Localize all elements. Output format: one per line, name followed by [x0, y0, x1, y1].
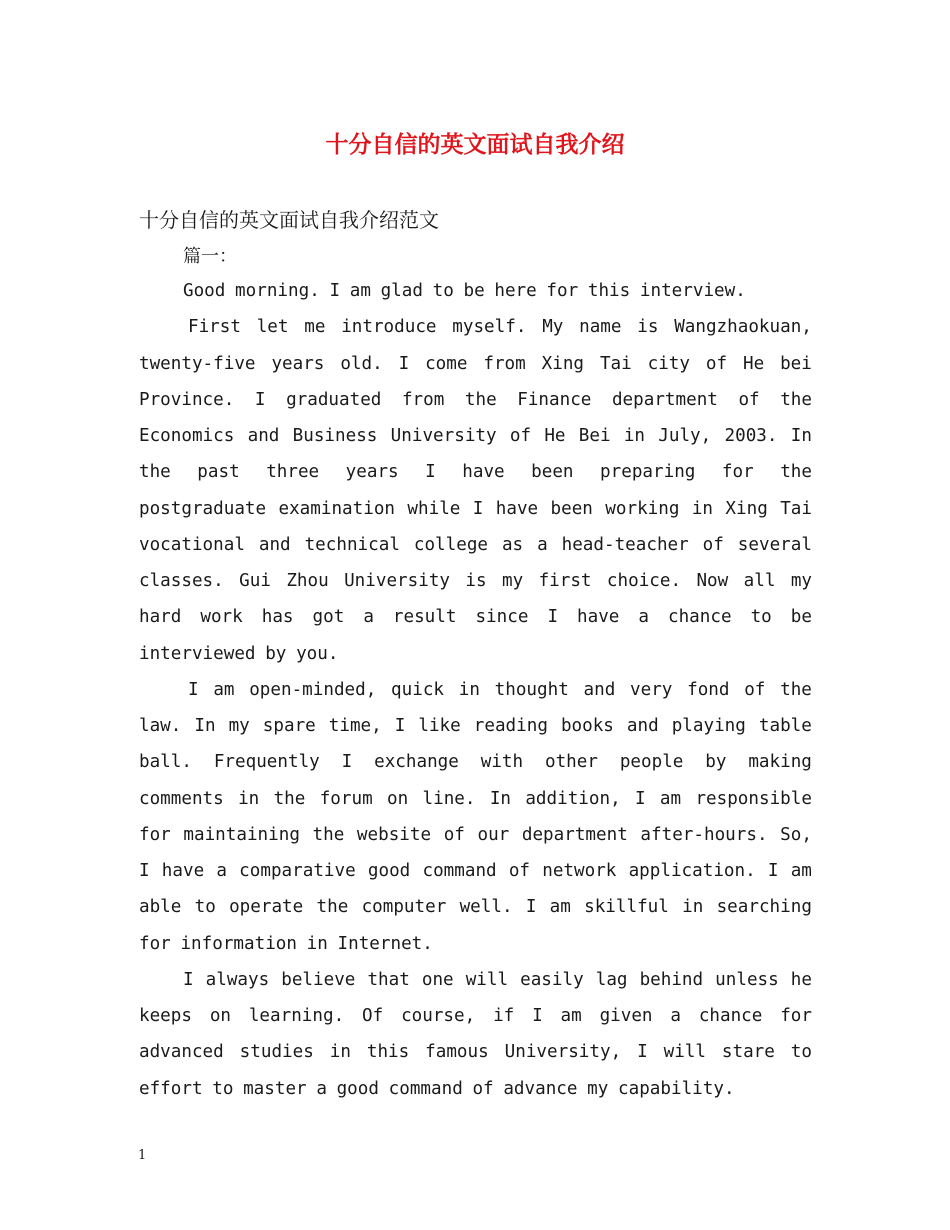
- word: computer: [361, 897, 447, 918]
- word: in: [691, 498, 714, 519]
- word: lag: [595, 969, 628, 990]
- word: myself.: [452, 317, 527, 338]
- word: My: [542, 317, 564, 338]
- word: I: [525, 897, 537, 918]
- word: three: [266, 462, 320, 483]
- word: as: [501, 534, 524, 555]
- word: since: [475, 607, 529, 628]
- word: of: [705, 353, 728, 374]
- word: to: [432, 281, 454, 301]
- word: Good: [183, 281, 226, 301]
- word: while: [407, 498, 461, 519]
- word: with: [480, 752, 524, 773]
- word: for: [546, 281, 579, 301]
- word: after-hours.: [640, 824, 768, 845]
- word: one: [421, 969, 454, 990]
- word: the: [316, 897, 349, 918]
- word: in: [458, 679, 480, 700]
- word: and: [258, 534, 291, 555]
- word: technical: [304, 534, 400, 555]
- word: famous: [425, 1042, 489, 1063]
- word: a: [363, 607, 374, 628]
- word: books: [560, 716, 614, 736]
- word: let: [256, 317, 289, 338]
- word: on: [387, 788, 409, 809]
- text-line: [139, 817, 812, 853]
- word: Finance: [517, 389, 592, 410]
- word: exchange: [374, 752, 459, 773]
- word: Tai: [780, 498, 812, 519]
- word: am: [213, 679, 235, 700]
- text-line: [139, 273, 812, 309]
- word: He: [743, 353, 765, 374]
- word: to: [750, 607, 772, 628]
- word: to: [790, 1042, 812, 1063]
- text-line: [139, 672, 812, 708]
- word: for: [139, 824, 171, 845]
- word: First: [188, 317, 241, 338]
- word: a: [216, 861, 227, 881]
- word: will: [465, 969, 509, 990]
- word: open-minded,: [249, 679, 377, 700]
- word: for: [721, 462, 754, 483]
- word: University,: [504, 1042, 622, 1063]
- word: choice.: [606, 571, 682, 591]
- word: to: [194, 897, 216, 918]
- word: of: [508, 861, 531, 881]
- text-line: [139, 889, 812, 925]
- word: maintaining: [183, 824, 300, 845]
- document-title: 十分自信的英文面试自我介绍: [325, 131, 625, 158]
- text-line: [139, 781, 812, 817]
- word: a: [670, 1006, 681, 1026]
- word: skillful: [584, 897, 669, 918]
- word: college: [413, 534, 489, 555]
- word: Xing: [725, 498, 768, 519]
- word: and: [247, 426, 280, 446]
- word: the: [139, 462, 171, 483]
- word: searching: [716, 897, 812, 918]
- word: reading: [473, 716, 548, 736]
- word: and: [583, 679, 616, 700]
- word: in: [238, 788, 260, 809]
- text-line: [139, 491, 812, 527]
- word: this: [366, 1042, 410, 1063]
- text-line: [139, 926, 812, 962]
- word: website: [356, 824, 432, 845]
- word: I: [532, 1006, 543, 1026]
- word: my: [587, 1078, 609, 1099]
- word: from: [401, 389, 445, 410]
- word: thought: [494, 679, 569, 700]
- word: advance: [503, 1078, 578, 1099]
- word: that: [367, 969, 410, 990]
- word: head-teacher: [561, 534, 689, 555]
- word: our: [477, 824, 510, 845]
- word: Wangzhaokuan,: [674, 317, 812, 338]
- word: He: [544, 426, 566, 446]
- word: of: [509, 426, 532, 446]
- word: have: [495, 498, 539, 519]
- word: I: [547, 607, 559, 628]
- word: quick: [391, 679, 445, 700]
- word: a: [638, 607, 649, 628]
- word: command: [422, 861, 497, 881]
- word: my: [790, 571, 812, 591]
- word: I: [398, 353, 410, 374]
- word: Bei: [578, 426, 611, 446]
- word: am: [549, 897, 571, 918]
- word: I: [183, 969, 194, 990]
- word: effort: [139, 1078, 203, 1099]
- text-line: [139, 382, 812, 418]
- word: July,: [658, 426, 712, 446]
- word: easily: [520, 969, 584, 990]
- word: twenty-five: [139, 353, 256, 374]
- section-label: 篇一：: [183, 246, 237, 267]
- word: be: [790, 607, 812, 628]
- text-line: [139, 454, 812, 490]
- word: in: [682, 897, 704, 918]
- word: Internet.: [337, 933, 433, 954]
- word: like: [418, 716, 461, 736]
- text-line: [139, 1071, 812, 1107]
- word: stare: [721, 1042, 775, 1063]
- word: well.: [459, 897, 513, 918]
- word: the: [780, 679, 812, 700]
- word: all: [743, 571, 776, 591]
- word: the: [273, 788, 306, 809]
- word: bei: [780, 353, 812, 374]
- word: I: [425, 462, 436, 483]
- word: been: [531, 462, 574, 483]
- word: studies: [239, 1042, 314, 1063]
- word: if: [493, 1006, 515, 1026]
- word: fond: [687, 679, 730, 700]
- text-line: [139, 527, 812, 563]
- word: Business: [292, 426, 378, 446]
- word: In: [194, 716, 216, 736]
- word: morning.: [235, 281, 320, 301]
- word: me: [304, 317, 326, 338]
- word: will: [663, 1042, 706, 1063]
- word: application.: [628, 861, 756, 881]
- word: a: [316, 1078, 327, 1099]
- word: table: [758, 716, 812, 736]
- word: keeps: [139, 1006, 192, 1026]
- word: by: [265, 643, 287, 664]
- word: from: [483, 353, 526, 374]
- word: he: [790, 969, 812, 990]
- word: graduated: [286, 389, 382, 410]
- word: forum: [319, 788, 373, 809]
- word: hard: [139, 607, 182, 628]
- word: I: [341, 752, 353, 773]
- word: comparative: [239, 861, 356, 881]
- word: in: [329, 1042, 351, 1063]
- word: am: [349, 281, 371, 301]
- word: preparing: [600, 462, 696, 483]
- word: examination: [278, 498, 396, 519]
- word: am: [659, 788, 682, 809]
- word: good: [367, 861, 411, 881]
- text-line: [139, 563, 812, 599]
- text-line: [139, 418, 812, 454]
- word: good: [336, 1078, 379, 1099]
- word: has: [261, 607, 294, 628]
- word: for: [139, 933, 171, 954]
- word: of: [702, 534, 724, 555]
- word: University: [344, 571, 451, 591]
- word: working: [605, 498, 680, 519]
- word: old.: [340, 353, 383, 374]
- word: introduce: [341, 317, 437, 338]
- word: people: [619, 752, 684, 773]
- word: master: [243, 1078, 307, 1099]
- word: I: [767, 861, 779, 881]
- word: department: [521, 824, 628, 845]
- word: time,: [328, 716, 382, 736]
- word: Zhou: [286, 571, 329, 591]
- word: is: [637, 317, 659, 338]
- word: I: [329, 281, 341, 301]
- word: this: [587, 281, 631, 301]
- word: come: [425, 353, 468, 374]
- word: spare: [262, 716, 316, 736]
- word: have: [161, 861, 205, 881]
- word: in: [623, 426, 646, 446]
- word: interviewed: [139, 643, 256, 664]
- word: comments: [139, 788, 224, 809]
- word: given: [599, 1006, 653, 1026]
- word: responsible: [695, 788, 812, 809]
- word: command: [388, 1078, 463, 1099]
- word: of: [472, 1078, 494, 1099]
- word: got: [312, 607, 345, 628]
- word: Economics: [139, 426, 235, 446]
- word: have: [577, 607, 620, 628]
- word: chance: [668, 607, 732, 628]
- word: I: [635, 788, 646, 809]
- word: Now: [696, 571, 729, 591]
- word: vocational: [139, 534, 245, 555]
- word: the: [464, 389, 497, 410]
- word: always: [205, 969, 270, 990]
- page-number: 1: [138, 1148, 147, 1163]
- word: postgraduate: [139, 498, 267, 519]
- word: name: [579, 317, 622, 338]
- word: behind: [639, 969, 704, 990]
- document-subtitle: 十分自信的英文面试自我介绍范文: [139, 208, 439, 232]
- word: University: [390, 426, 497, 446]
- word: unless: [715, 969, 779, 990]
- word: the: [312, 824, 345, 845]
- text-line: [139, 309, 812, 345]
- word: I: [188, 679, 199, 700]
- text-line: [139, 1034, 812, 1070]
- word: chance: [698, 1006, 763, 1026]
- text-line: [139, 708, 812, 744]
- text-line: [139, 744, 812, 780]
- word: am: [560, 1006, 582, 1026]
- word: and: [626, 716, 659, 736]
- word: of: [443, 824, 465, 845]
- word: to: [212, 1078, 234, 1099]
- word: making: [748, 752, 812, 773]
- word: is: [465, 571, 487, 591]
- word: I: [472, 498, 484, 519]
- word: several: [737, 534, 812, 555]
- word: here: [494, 281, 537, 301]
- word: capability.: [618, 1078, 735, 1099]
- text-line: [139, 346, 812, 382]
- word: first: [538, 571, 592, 591]
- word: been: [550, 498, 593, 519]
- word: years: [271, 353, 325, 374]
- word: years: [345, 462, 399, 483]
- text-line: [139, 853, 812, 889]
- word: of: [738, 389, 760, 410]
- word: my: [501, 571, 524, 591]
- word: in: [306, 933, 328, 954]
- word: Xing: [541, 353, 585, 374]
- word: I: [394, 716, 406, 736]
- word: network: [542, 861, 617, 881]
- word: I: [139, 861, 150, 881]
- word: Tai: [599, 353, 632, 374]
- word: In: [790, 426, 812, 446]
- word: line.: [422, 788, 476, 809]
- word: law.: [139, 716, 182, 736]
- word: learning.: [248, 1006, 345, 1026]
- word: Province.: [139, 389, 235, 410]
- word: addition,: [525, 788, 621, 809]
- word: be: [463, 281, 485, 301]
- text-line: [139, 998, 812, 1034]
- word: ball.: [139, 752, 192, 773]
- word: very: [630, 679, 673, 700]
- word: have: [462, 462, 505, 483]
- word: of: [744, 679, 766, 700]
- word: classes.: [139, 571, 224, 591]
- word: department: [611, 389, 718, 410]
- word: 2003.: [724, 426, 778, 446]
- word: the: [780, 389, 812, 410]
- word: you.: [296, 643, 339, 664]
- word: my: [228, 716, 250, 736]
- word: playing: [671, 716, 746, 736]
- word: operate: [229, 897, 304, 918]
- word: am: [790, 861, 812, 881]
- word: on: [209, 1006, 231, 1026]
- word: advanced: [139, 1042, 224, 1063]
- word: believe: [281, 969, 356, 990]
- word: able: [139, 897, 182, 918]
- word: past: [197, 462, 240, 483]
- text-line: [139, 636, 812, 672]
- word: course,: [401, 1006, 476, 1026]
- word: information: [180, 933, 297, 954]
- word: Gui: [239, 571, 271, 591]
- word: So,: [780, 824, 812, 845]
- word: In: [489, 788, 511, 809]
- text-line: [139, 962, 812, 998]
- word: result: [392, 607, 457, 628]
- word: glad: [380, 281, 423, 301]
- word: a: [537, 534, 548, 555]
- word: other: [545, 752, 598, 773]
- word: work: [200, 607, 243, 628]
- word: city: [647, 353, 690, 374]
- word: for: [780, 1006, 812, 1026]
- word: I: [637, 1042, 648, 1063]
- word: Frequently: [213, 752, 320, 773]
- word: interview.: [639, 281, 746, 301]
- word: the: [780, 462, 812, 483]
- word: by: [705, 752, 727, 773]
- body-text: [139, 273, 812, 1107]
- word: Of: [362, 1006, 384, 1026]
- word: I: [254, 389, 266, 410]
- text-line: [139, 599, 812, 635]
